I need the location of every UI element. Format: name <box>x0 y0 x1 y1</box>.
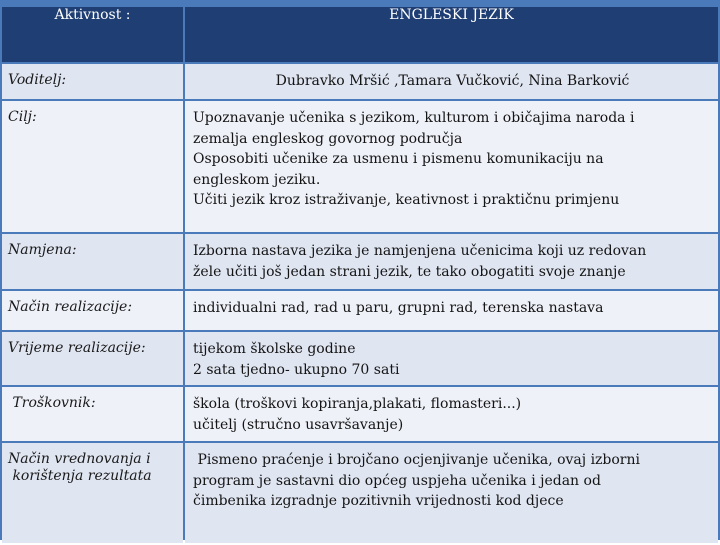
row-label: Troškovnik: <box>2 387 183 441</box>
value-line: engleskom jeziku. <box>193 171 321 188</box>
value-line: tijekom školske godine <box>193 341 356 357</box>
row-value <box>185 234 718 289</box>
value-line: čimbenika izgradnje pozitivnih vrijednosti kod djece <box>193 493 564 509</box>
row-value <box>185 291 718 330</box>
table-row-vrijeme-realizacije <box>2 332 718 385</box>
row-label: Voditelj: <box>2 64 183 99</box>
value-line: učitelj (stručno usavršavanje) <box>193 416 404 433</box>
value-line: Dubravko Mršić ,Tamara Vučković, Nina Barković <box>275 73 630 89</box>
value-line: žele učiti još jedan strani jezik, te tako obogatiti svoje znanje <box>193 263 626 280</box>
value-line: individualni rad, rad u paru, grupni rad, terenska nastava <box>193 300 604 316</box>
table-row-cilj <box>2 101 718 232</box>
row-label: Namjena: <box>2 234 183 289</box>
row-value <box>185 443 718 543</box>
header-activity-label: Aktivnost : <box>2 7 183 62</box>
value-line: Izborna nastava jezika je namjenjena učenicima koji uz redovan <box>193 243 647 259</box>
row-value <box>185 387 718 441</box>
row-value <box>185 101 718 232</box>
table-row-namjena <box>2 234 718 289</box>
value-line: zemalja engleskog govornog područja <box>193 130 463 147</box>
label-line: Način vrednovanja i <box>8 451 151 467</box>
value-line: Učiti jezik kroz istraživanje, keativnost i praktičnu primjenu <box>193 192 620 208</box>
value-line: Pismeno praćenje i brojčano ocjenjivanje učenika, ovaj izborni <box>193 452 640 468</box>
row-label: Vrijeme realizacije: <box>2 332 183 385</box>
table-header-row <box>2 7 718 62</box>
value-line: program je sastavni dio općeg uspjeha učenika i jedan od <box>193 472 601 489</box>
row-value <box>185 64 718 99</box>
row-label: Cilj: <box>2 101 183 232</box>
table-row-voditelj <box>2 64 718 99</box>
row-value <box>185 332 718 385</box>
header-subject-title: ENGLESKI JEZIK <box>185 7 718 62</box>
value-line: 2 sata tjedno- ukupno 70 sati <box>193 361 400 378</box>
table-row-troskovnik <box>2 387 718 441</box>
row-label <box>2 443 183 543</box>
activity-table <box>0 5 720 545</box>
row-label: Način realizacije: <box>2 291 183 330</box>
value-line: Upoznavanje učenika s jezikom, kulturom i običajima naroda i <box>193 110 635 126</box>
value-line: Osposobiti učenike za usmenu i pismenu komunikaciju na <box>193 151 604 167</box>
table-row-nacin-realizacije <box>2 291 718 330</box>
table-row-vrednovanje <box>2 443 718 543</box>
label-line: korištenja rezultata <box>8 468 152 484</box>
value-line: škola (troškovi kopiranja,plakati, flomasteri...) <box>193 396 522 412</box>
